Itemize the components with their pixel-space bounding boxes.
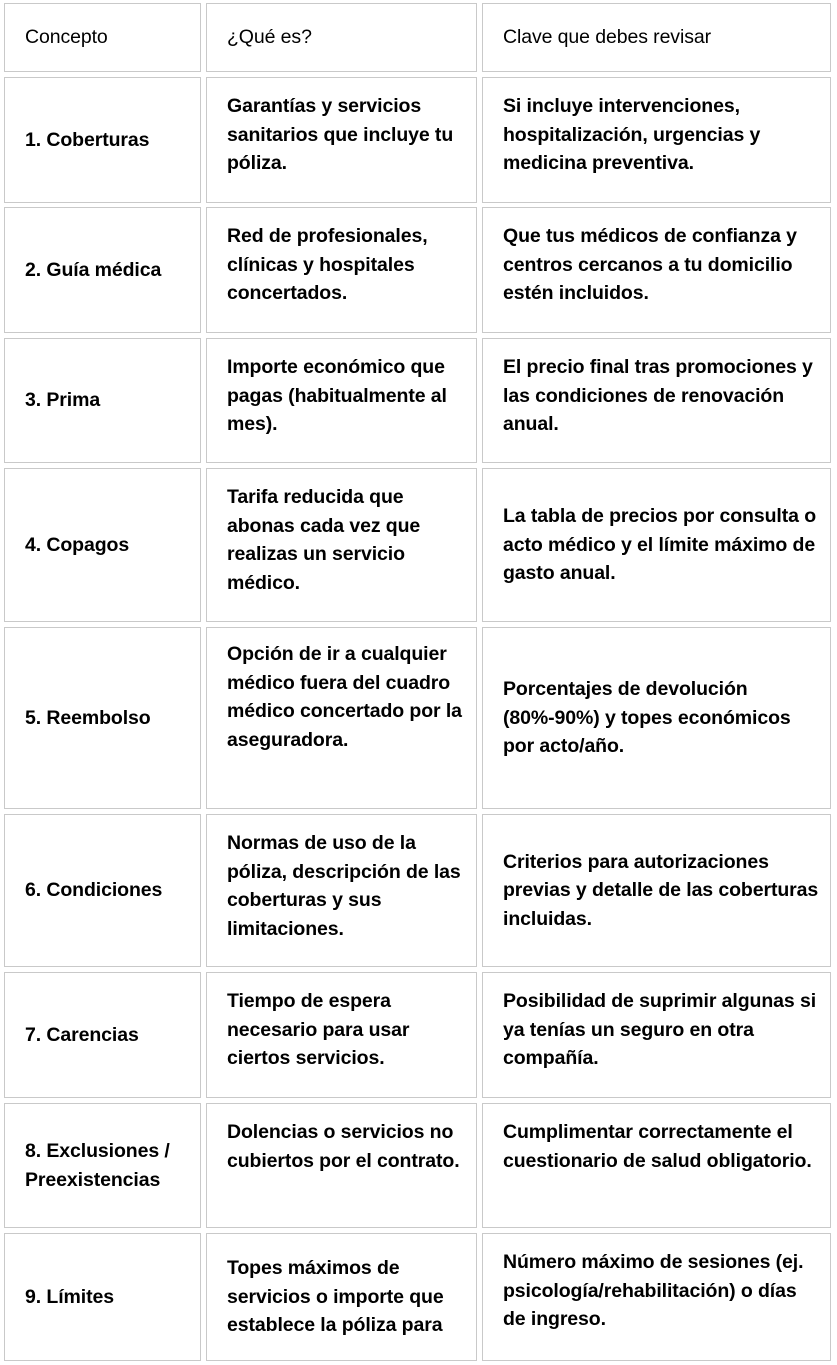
row-2-key-check-text: Que tus médicos de confianza y centros cercanos a tu domicilio estén incluidos. <box>503 225 797 304</box>
row-7-key-check <box>482 972 831 1098</box>
row-6-concept-text: 6. Condiciones <box>25 879 163 902</box>
row-9-key-check-text: Número máximo de sesiones (ej. psicología/rehabilitación) o días de ingreso. <box>503 1251 804 1330</box>
row-9-key-check <box>482 1233 831 1361</box>
row-6-key-check-text: Criterios para autorizaciones previas y detalle de las coberturas incluidas. <box>503 850 819 930</box>
row-3-key-check <box>482 338 831 463</box>
row-1-what-is-text: Garantías y servicios sanitarios que incluye tu póliza. <box>227 95 454 174</box>
row-7-concept <box>4 972 201 1098</box>
row-7-what-is-text: Tiempo de espera necesario para usar ciertos servicios. <box>227 990 410 1069</box>
row-4-what-is-text: Tarifa reducida que abonas cada vez que realizas un servicio médico. <box>227 486 421 594</box>
row-3-concept <box>4 338 201 463</box>
row-3-what-is <box>206 338 477 463</box>
row-6-what-is-text: Normas de uso de la póliza, descripción de las coberturas y sus limitaciones. <box>227 832 461 940</box>
row-1-concept <box>4 77 201 203</box>
row-7-key-check-text: Posibilidad de suprimir algunas si ya tenías un seguro en otra compañía. <box>503 990 817 1069</box>
row-5-what-is <box>206 627 477 809</box>
row-8-concept <box>4 1103 201 1228</box>
header-key-check-text: Clave que debes revisar <box>503 26 711 49</box>
row-9-what-is-text: Topes máximos de servicios o importe que establece la póliza para <box>227 1257 444 1337</box>
row-6-what-is <box>206 814 477 967</box>
header-what-is-text: ¿Qué es? <box>227 26 312 49</box>
row-9-concept-text: 9. Límites <box>25 1285 114 1308</box>
row-4-key-check-text: La tabla de precios por consulta o acto médico y el límite máximo de gasto anual. <box>503 505 816 585</box>
header-key-check <box>482 3 831 72</box>
row-7-concept-text: 7. Carencias <box>25 1023 139 1046</box>
row-2-concept <box>4 207 201 333</box>
row-8-what-is-text: Dolencias o servicios no cubiertos por el contrato. <box>227 1121 460 1172</box>
row-5-concept <box>4 627 201 809</box>
row-5-what-is-text: Opción de ir a cualquier médico fuera del cuadro médico concertado por la aseguradora. <box>227 643 462 751</box>
row-3-what-is-text: Importe económico que pagas (habitualmente al mes). <box>227 356 447 435</box>
row-6-concept <box>4 814 201 967</box>
row-1-concept-text: 1. Coberturas <box>25 128 150 151</box>
row-2-concept-text: 2. Guía médica <box>25 258 162 281</box>
row-2-key-check <box>482 207 831 333</box>
row-5-key-check-text: Porcentajes de devolución (80%-90%) y topes económicos por acto/año. <box>503 678 791 758</box>
row-6-key-check <box>482 814 831 967</box>
row-3-key-check-text: El precio final tras promociones y las condiciones de renovación anual. <box>503 356 813 435</box>
row-3-concept-text: 3. Prima <box>25 389 101 412</box>
header-what-is <box>206 3 477 72</box>
row-4-what-is <box>206 468 477 622</box>
row-8-key-check-text: Cumplimentar correctamente el cuestionario de salud obligatorio. <box>503 1121 812 1172</box>
header-concept-text: Concepto <box>25 26 108 49</box>
row-2-what-is <box>206 207 477 333</box>
row-8-concept-text: 8. Exclusiones / Preexistencias <box>25 1140 170 1191</box>
row-9-concept <box>4 1233 201 1361</box>
row-4-key-check <box>482 468 831 622</box>
row-2-what-is-text: Red de profesionales, clínicas y hospitales concertados. <box>227 225 428 304</box>
row-7-what-is <box>206 972 477 1098</box>
row-4-concept <box>4 468 201 622</box>
row-1-key-check <box>482 77 831 203</box>
row-1-what-is <box>206 77 477 203</box>
row-5-concept-text: 5. Reembolso <box>25 706 151 729</box>
row-1-key-check-text: Si incluye intervenciones, hospitalización, urgencias y medicina preventiva. <box>503 95 761 174</box>
header-concept <box>4 3 201 72</box>
row-8-key-check <box>482 1103 831 1228</box>
row-9-what-is <box>206 1233 477 1361</box>
row-8-what-is <box>206 1103 477 1228</box>
row-4-concept-text: 4. Copagos <box>25 533 130 556</box>
row-5-key-check <box>482 627 831 809</box>
